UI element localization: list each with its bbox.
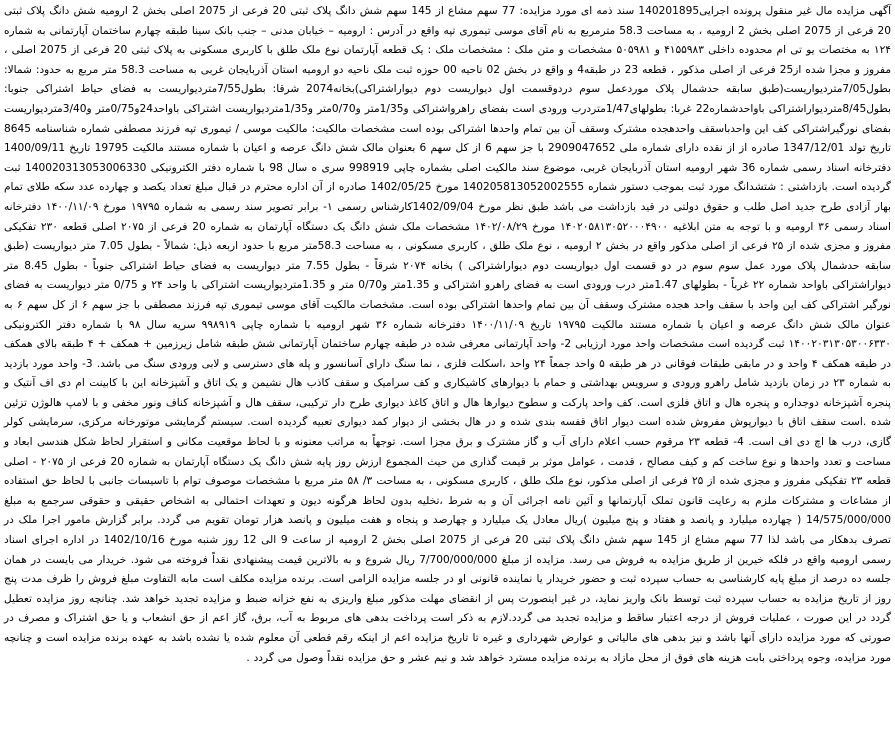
notice-body-text: آگهی مزایده مال غیر منقول پرونده اجرایی140201895 سند ذمه ای مورد مزایده: 77 سهم مشاع از 145 سهم شش دانگ پلاک ثبتی 20 فرعی از 2075 اصلی بخش 2 ارومیه شش دانگ پلاک ثبتی 20 فرعی از 2075 اصلی بخش 2 ارومیه ، به مساحت 58.3 مترمربع به نام آقای موسی تیموری تپه واقع در آدرس : ارومیه – خیابان مدنی – جنب بانک سینا طبقه چهارم ساختمان آپارتمانی به شماره ۱۲۴ به مختصات یو تی ام محدوده داخلی ۴۱۵۵۹۸۳ و ۵۰۵۹۸۱ مشخصات و متن ملک : مشخصات ملک : یک قطعه آپارتمان نوع ملک طلق با کاربری مسکونی به پلاک ثبتی 20 فرعی از 2075 اصلی ، مفروز و مجزا شده از25 فرعی از اصلی مذکور ، قطعه 23 در طبقه4 و واقع در بخش 02 ناحیه 00 حوزه ثبت ملک ناحیه دو ارومیه استان آذربایجان غربی به مساحت 58.3 متر مربع به حدود: شمالا: بطول7/05متردیواریست(طبق سابقه حدشمال پلاک موردعمل سوم دردوقسمت اول دیواریست دوم دیواراشتراکی)بخانه2074 شرقا: بطول7/55متردیواریست به فضای حیاط اشتراکی جنوبا: بطول8/45متردیواراشتراکی باواحدشماره22 غربا: بطولهای1/47متردرب ورودی است بفضای راهرواشتراکی و1/35متر و0/70متر و1/35متردیواریست اشتراکی باواحد24و0/75متر و3/40متردیواریست بفضای نورگیراشتراکی کف این واحدباسقف واحدهجده مشترک وسقف آن بین تمام واحدها اشتراکی بوده است مشخصات مالکیت: مالکیت موسی / تیموری تپه فرزند مصطفی شماره شناسنامه 8645 تاریخ تولد 1347/12/01 صادره از از نقده دارای شماره ملی 2909047652 با جز سهم 6 از کل سهم 6 بعنوان مالک شش دانگ عرصه و اعیان با شماره مستند مالکیت 19795 تاریخ 1400/09/11 دفترخانه اسناد رسمی شماره 36 شهر ارومیه استان آذربایجان غربی، موضوع سند مالکیت اصلی بشماره چاپی 998919 سری ه سال 98 با شماره دفتر الکترونیکی 140020313053006330 ثبت گردیده است. بازداشتی : شتشدانگ مورد ثبت بموجب دستور شماره 140205813052002555 مورخ 1402/05/25 صادره از آن اداره محترم در قبال مبلغ تعداد یکصد و چهارده عدد سکه طلای تمام بهار آزادی طرح جدید اصل طلب و حقوق دولتی در قید بازداشت می باشد طبق نظر مورخ 1402/09/04کارشناس رسمی ۱- برابر تصویر سند رسمی به شماره ۱۹۷۹۵ مورخ ۱۴۰۰/۱۱/۰۹ دفترخانه اسناد رسمی ۳۶ ارومیه و با توجه به متن ابلاغیه ۱۴۰۲۰۵۸۱۳۰۵۲۰۰۰۴۹۰۰ مورخ ۱۴۰۲/۰۸/۲۹ مشخصات ملک شش دانگ یک دستگاه آپارتمان به شماره 20 فرعی از ۲۰۷۵ اصلی قطعه ۲۳۰ تفکیکی مفروز و مجزی شده از ۲۵ فرعی از اصلی مذکور واقع در بخش ۲ ارومیه ، نوع ملک طلق ، کاربری مسکونی ، به مساحت 58.3متر مربع با حدود اربعه ذیل: شمالاً - بطول 7.05 متر دیواریست (طبق سابقه حدشمال پلاک مورد عمل سوم سوم در دو قسمت اول دیواریست دوم دیواراشتراکی ) بخانه ۲۰۷۴ شرقاً - بطول 7.55 متر دیواریست به فضای حیاط اشتراکی جنوباً - بطول 8.45 متر دیواراشتراکی باواحد شماره ۲۲ غرباً - بطولهای 1.47متر درب ورودی است به فضای راهرو اشتراکی و 1.35متر و0/70 متر و 1.35متردیواریست اشتراکی با واحد ۲۴ و 0/75 متر دیواریست به فضای نورگیر اشتراکی کف این واحد با سقف واحد هجده مشترک وسقف آن بین تمام واحدها اشتراکی بوده است. مشخصات مالکیت آقای موسی تیموری تپه فرزند مصطفی با جز سهم ۶ از کل سهم ۶ به عنوان مالک شش دانگ عرصه و اعیان با شماره مستند مالکیت ۱۹۷۹۵ تاریخ ۱۴۰۰/۱۱/۰۹ دفترخانه شماره ۳۶ شهر ارومیه با شماره چاپی ۹۹۸۹۱۹ سریه سال ۹۸ با شماره دفتر الکترونیکی ۱۴۰۰۲۰۳۱۳۰۵۳۰۰۶۳۳۰ ثبت گردیده است مشخصات واحد مورد ارزیابی 2- واحد آپارتمانی معرفی شده در طبقه چهارم ساختمان آپارتمانی شش طبقه شامل زیرزمین + همکف + ۴ طبقه بالای همکف در طبقه همکف ۴ واحد و در مابقی طبقات فوقانی در هر طبقه ۵ واحد جمعاً ۲۴ واحد ،اسکلت فلزی ، نما سنگ دارای آسانسور و پله های دسترسی و لابی ورودی سنگ می باشد. 3- واحد مورد بازدید به شماره ۲۳ در زمان بازدید شامل راهرو ورودی و سرویس بهداشتی و حمام با دیوارهای کاشیکاری و کف سرامیک و سقف کاذب هال نشیمن و یک اتاق و آشپزخانه این با کابینت ام دی اف آنتیک و پنجره آشپزخانه دوجداره و پنجره هال و اتاق فلزی است. کف واحد پارکت و سطوح دیوارها هال و اتاق کاغذ دیواری طرح دار ترکیبی، سقف هال و آشپزخانه کناف ونور مخفی و با لامپ هالوژن تزئین شده .است سقف اتاق با دیوارپوش مفروش شده است دیوار اتاق قفسه بندی شده و در هال بخشی از دیوار کمد دیواری تعبیه گردیده است. سیستم گرمایشی موتورخانه مرکزی، سرمایشی کولر گازی، درب ها اچ دی اف است. 4- قطعه ۲۳ مرقوم حسب اعلام دارای آب و گاز مشترک و برق مجزا است. توجهاً به مراتب معنونه و با لحاظ موقعیت مکانی و استقرار لحاظ شکل هندسی ابعاد و مساحت و تعدد واحدها و نوع ساخت کم و کیف مصالح ، قدمت ، عوامل موثر بر قیمت گذاری من حیث المجموع ارزش روز پایه شش دانگ یک دستگاه آپارتمان به شماره 20 فرعی از ۲۰۷۵ - اصلی قطعه ۲۳ تفکیکی مفروز و مجزی شده از ۲۵ فرعی از اصلی مذکور، نوع ملک طلق ، کاربری مسکونی ، به مساحت ۳/ ۵۸ متر مربع با مشخصات موصوف توام با تاسیسات جانبی با لحاظ حق استفاده از مشاعات و مشترکات ملزم به رعایت قانون تملک آپارتمانها و آئین نامه اجرائی آن و به شرط ،تخلیه بدون لحاظ هرگونه دیون و تعهدات احتمالی به اشخاص حقیقی و حقوقی سرجمع به مبلغ 14/575/000/000 ( چهارده میلیارد و پانصد و هفتاد و پنج میلیون )ریال معادل یک میلیارد و چهارصد و پنجاه و هفت میلیون و پانصد هزار تومان تقویم می گردد. برابر گزارش مامور اجرا ملک در تصرف بدهکار می باشد لذا 77 سهم مشاع از 145 سهم شش دانگ پلاک ثبتی 20 فرعی از 2075 اصلی بخش 2 ارومیه از ساعت 9 الی 12 روز شنبه مورخ 1402/10/16 در اداره اجرای اسناد رسمی ارومیه واقع در فلکه خیرین از طریق مزایده به فروش می رسد. مزایده از مبلغ 7/700/000/000 ریال شروع و به بالاترین قیمت پیشنهادی نقداً فروخته می شود. خریدار می بایست در همان جلسه ده درصد از مبلغ پایه کارشناسی به حساب سپرده ثبت و حضور خریدار یا نماینده قانونی او در جلسه مزایده الزامی است. برنده مزایده مکلف است مابه التفاوت مبلغ فروش را ظرف مدت پنج روز از تاریخ مزایده به حساب سپرده ثبت توسط بانک واریز نماید، در غیر اینصورت پس از انقضای مهلت مذکور مبلغ واریزی به نفع خزانه ضبط و مزایده تجدید خواهد شد. چنانچه روز مزایده تعطیل گردد در این صورت ، عملیات فروش از درجه اعتبار ساقط و مزایده تجدید می گردد.لازم به ذکر است پرداخت بدهی های مربوط به آب، برق، گاز اعم از حق انشعاب و یا حق اشتراک و مصرف در صورتی که مورد مزایده دارای آنها باشد و نیز بدهی های مالیاتی و عوارض شهرداری و غیره تا تاریخ مزایده اعم از اینکه رقم قطعی آن معلوم شده یا نشده باشد به عهده برنده مزایده است و چنانچه مورد مزایده، وجوه پرداختی بابت هزینه های فوق از محل مازاد به برنده مزایده مسترد خواهد شد و نیم عشر و حق مزایده نقداً وصول می گردد . [4,5,892,664]
